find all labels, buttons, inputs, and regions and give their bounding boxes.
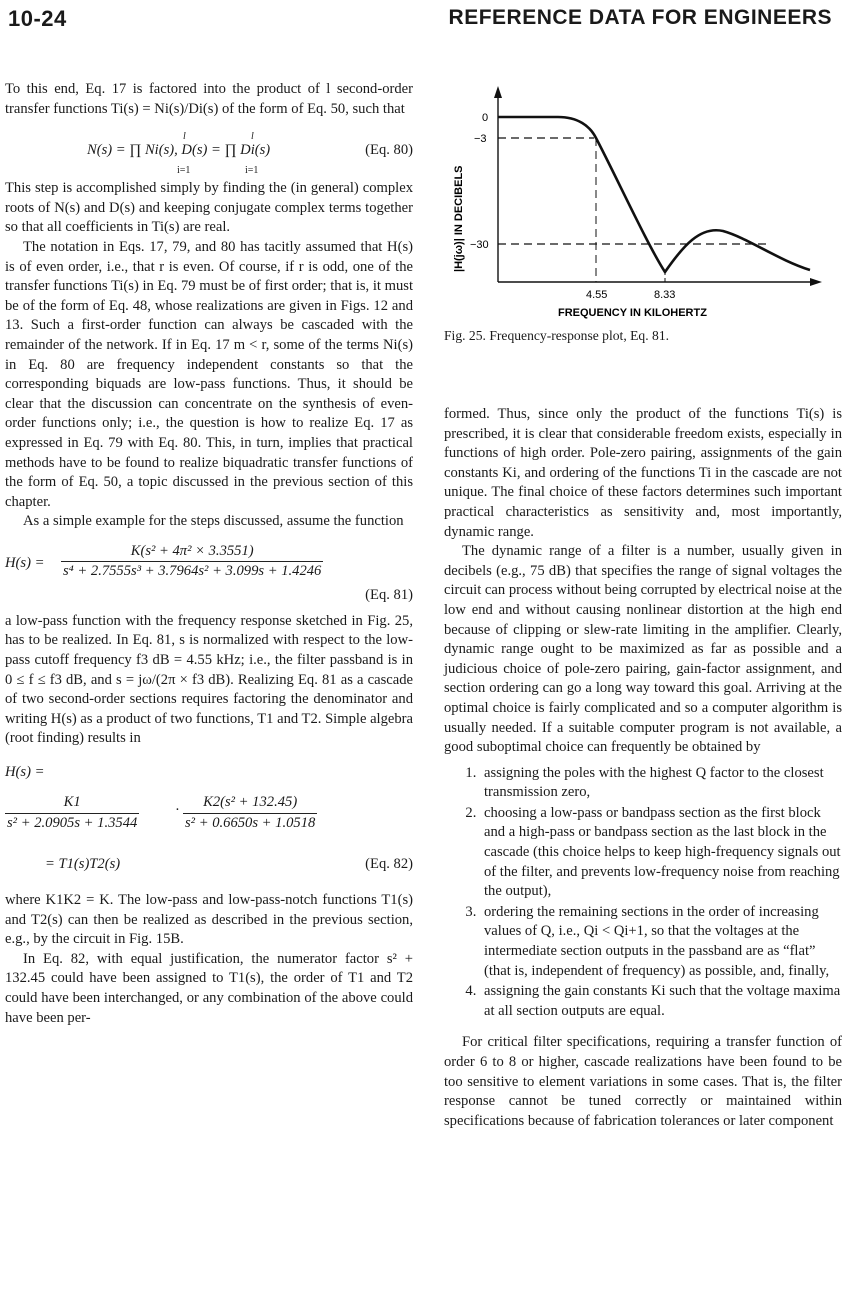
equation-81 bbox=[5, 542, 413, 608]
paragraph: For critical filter specifications, requiring a transfer function of order 6 to 8 or higher, cascade realizations have been found to be too sensitive to element variations in some cases. That is, the filter response cannot be tuned correctly or maintained within specifications because of fabrication tolerances or later component bbox=[444, 1034, 842, 1129]
paragraph: The dynamic range of a filter is a number, usually given in decibels (e.g., 75 dB) that specifies the range of signal voltages the circuit can process without being corrupted by electrical noise at the low end and without causing nonlinear distortion at the high end because of clipping or slew-rate limiting in the amplifier. Clearly, dynamic range ought to be maximized as far as possible and a judicious choice of pole-zero pairing, gain-factor assignment, and section ordering can go a long way toward this goal. Arriving at the optimal choice is fairly complicated and so a computer algorithm is usually needed. If a suitable computer program is not available, a good suboptimal choice can frequently be obtained by bbox=[444, 543, 842, 756]
paragraph: The notation in Eqs. 17, 79, and 80 has tacitly assumed that H(s) is of even order, i.e., that r is even. Of course, if r is odd, one of the transfer functions Ti(s) in Eq. 79 must be of first order; that is, it must be of the form of Eq. 48, whose realizations are given in Figs. 12 and 13. Such a first-order function can always be cascaded with the remainder of the network. If in Eq. 17 m < r, some of the terms Ni(s) in Eq. 80 are frequency independent constants so that the corresponding biquads are low-pass functions. Thus, it should be clear that the discussion can concentrate on the synthesis of even-order functions only; i.e., the question is how to realize Eq. 17 as expressed in Eq. 79 with Eq. 80. This, in turn, implies that practical methods have to be found to realize biquadratic transfer functions of the form of Eq. 50, a topic discussed in the previous section of this chapter. bbox=[5, 238, 413, 510]
figure-caption: Fig. 25. Frequency-response plot, Eq. 81. bbox=[444, 328, 670, 343]
list-item: 3. ordering the remaining sections in the order of increasing values of Q, i.e., Qi < Qi+1, so that the voltages at the intermediate section outputs in the passband are as “flat” (that is, independent of frequency) as possible, and, finally, bbox=[480, 903, 842, 981]
product-lower-limit: i=1 bbox=[177, 165, 191, 177]
product-upper-limit: l bbox=[183, 131, 186, 143]
product-upper-limit: l bbox=[251, 131, 254, 143]
fraction bbox=[61, 542, 323, 582]
equation-lhs: H(s) = bbox=[5, 764, 45, 781]
paragraph: To this end, Eq. 17 is factored into the product of l second-order transfer functions Ti(s) = Ni(s)/Di(s) of the form of Eq. 50, such that bbox=[5, 81, 413, 117]
y-axis-arrow bbox=[494, 86, 502, 98]
frequency-response-figure bbox=[438, 76, 838, 336]
frequency-response-plot bbox=[438, 76, 838, 326]
multiply-dot: · bbox=[175, 802, 180, 819]
equation-lhs: H(s) = bbox=[5, 554, 45, 571]
denominator: s² + 0.6650s + 1.0518 bbox=[185, 814, 316, 831]
numbered-list bbox=[444, 764, 842, 1022]
paragraph: As a simple example for the steps discussed, assume the function bbox=[23, 513, 404, 530]
left-column bbox=[5, 80, 413, 1028]
paragraph: This step is accomplished simply by finding the (in general) complex roots of N(s) and D(s) and keeping conjugate complex terms together so that all coefficients in Ti(s) are real. bbox=[5, 180, 413, 236]
list-item: 2. choosing a low-pass or bandpass section as the first block and a high-pass or bandpass section as the last block in the cascade (this choice helps to keep high-frequency signals out of the filter, and prevents low-frequency noise from reaching the output), bbox=[480, 804, 842, 902]
numerator: K1 bbox=[5, 793, 139, 814]
x-axis-label: FREQUENCY IN KILOHERTZ bbox=[558, 307, 707, 319]
product-lower-limit: i=1 bbox=[245, 165, 259, 177]
equation-number: (Eq. 81) bbox=[365, 586, 413, 603]
equation-line-2: = T1(s)T2(s) bbox=[45, 856, 121, 873]
equation-80 bbox=[5, 127, 413, 177]
fraction bbox=[5, 793, 139, 833]
paragraph: where K1K2 = K. The low-pass and low-pass-notch functions T1(s) and T2(s) can then be realized as described in the previous section, e.g., by the circuit in Fig. 15B. bbox=[5, 892, 413, 948]
paragraph: formed. Thus, since only the product of the functions Ti(s) is prescribed, it is clear that considerable freedom exists, especially in functions of high order. Pole-zero pairing, assignments of the gain constants Ki, and ordering of the functions Ti in the cascade are not unique. The final choice of these factors determines such important practical characteristics as sensitivity and, most importantly, dynamic range. bbox=[444, 406, 842, 540]
list-item: 4. assigning the gain constants Ki such that the voltage maxima at all section outputs are equal. bbox=[480, 982, 842, 1021]
y-tick-label: 0 bbox=[482, 112, 489, 124]
equation-number: (Eq. 80) bbox=[365, 142, 413, 159]
y-tick-label: −30 bbox=[470, 239, 489, 251]
x-tick-label: 8.33 bbox=[654, 289, 676, 301]
y-axis-label: |H(jω)| IN DECIBELS bbox=[453, 165, 465, 272]
x-axis-arrow bbox=[810, 278, 822, 286]
numerator: K(s² + 4π² × 3.3551) bbox=[61, 542, 323, 563]
equation-number: (Eq. 82) bbox=[365, 856, 413, 873]
numerator: K2(s² + 132.45) bbox=[183, 793, 317, 814]
right-column bbox=[444, 405, 842, 1131]
list-item: 1. assigning the poles with the highest Q factor to the closest transmission zero, bbox=[480, 764, 842, 803]
response-curve bbox=[498, 117, 810, 272]
denominator: s⁴ + 2.7555s³ + 3.7964s² + 3.099s + 1.4246 bbox=[63, 563, 322, 580]
running-title: REFERENCE DATA FOR ENGINEERS bbox=[448, 6, 832, 29]
denominator: s² + 2.0905s + 1.3544 bbox=[7, 814, 138, 831]
equation-80-body: N(s) = ∏ Ni(s), D(s) = ∏ Di(s) bbox=[87, 142, 271, 159]
fraction bbox=[183, 793, 317, 833]
y-tick-label: −3 bbox=[474, 133, 487, 145]
equation-82 bbox=[5, 763, 413, 883]
page-number: 10-24 bbox=[8, 6, 67, 31]
x-tick-label: 4.55 bbox=[586, 289, 608, 301]
paragraph: In Eq. 82, with equal justification, the numerator factor s² + 132.45 could have been assigned to T1(s), the order of T1 and T2 could have been interchanged, or any combination of the above could have been per- bbox=[5, 950, 413, 1026]
paragraph: a low-pass function with the frequency response sketched in Fig. 25, has to be realized. In Eq. 81, s is normalized with respect to the low-pass cutoff frequency f3 dB = 4.55 kHz; i.e., the filter passband is in 0 ≤ f ≤ f3 dB, and s = jω/(2π × f3 dB). Realizing Eq. 81 as a cascade of two second-order sections requires factoring the denominator and writing H(s) as a product of two functions, T1 and T2. Simple algebra (root finding) results in bbox=[5, 612, 414, 747]
